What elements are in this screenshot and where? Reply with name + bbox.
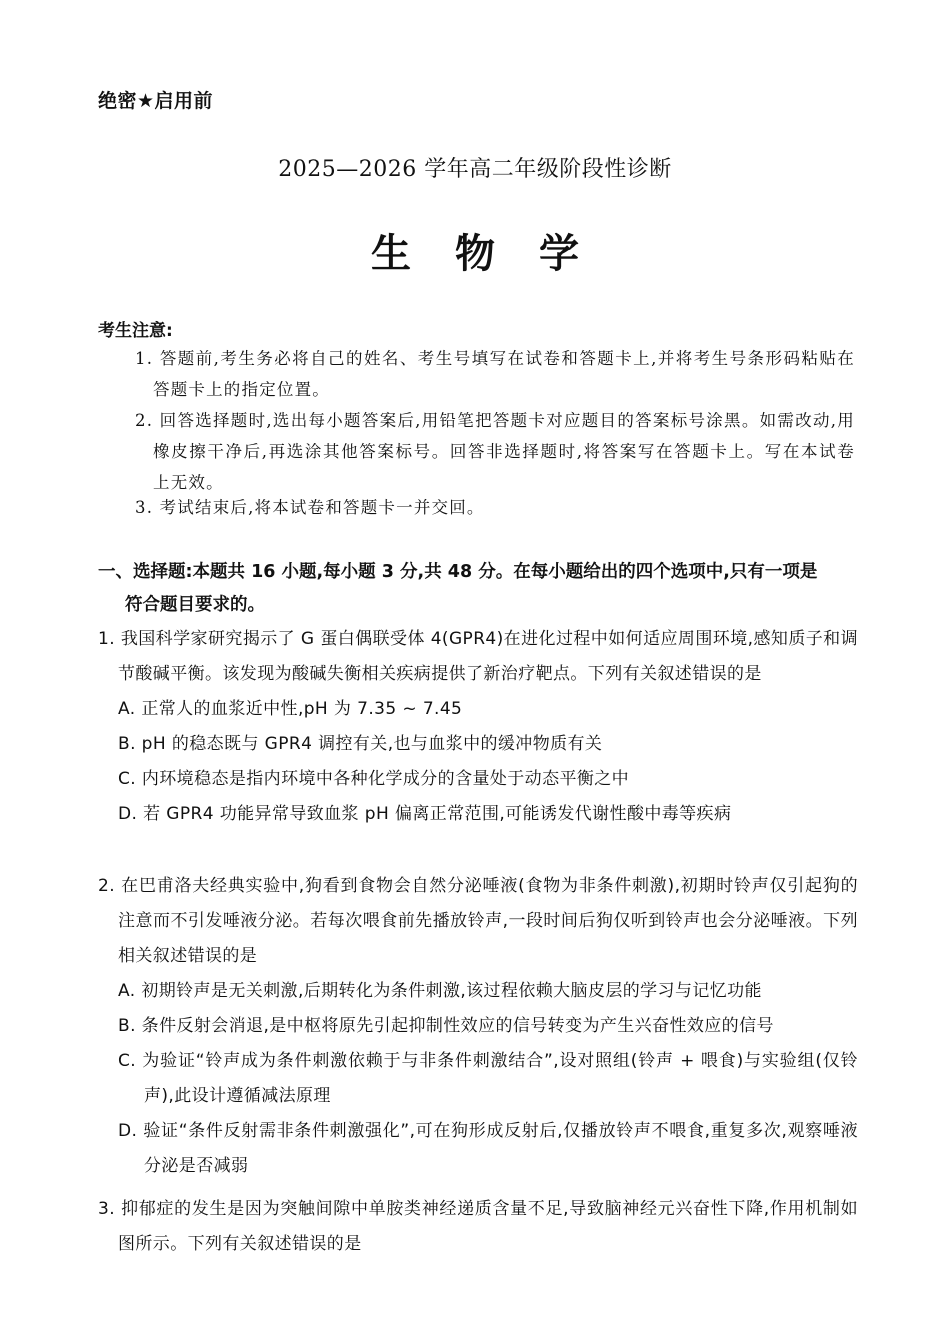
notice-item-text: 2. 回答选择题时,选出每小题答案后,用铅笔把答题卡对应题目的答案标号涂黑。如需改动,用橡皮擦干净后,再选涂其他答案标号。回答非选择题时,将答案写在答题卡上。写在本试卷上无效。 xyxy=(135,411,855,492)
notice-heading: 考生注意: xyxy=(98,321,173,341)
notice-item xyxy=(135,405,855,498)
question-stem: 3. 抑郁症的发生是因为突触间隙中单胺类神经递质含量不足,导致脑神经元兴奋性下降,作用机制如图所示。下列有关叙述错误的是 xyxy=(98,1199,858,1254)
section-heading xyxy=(98,556,858,622)
question-stem: 1. 我国科学家研究揭示了 G 蛋白偶联受体 4(GPR4)在进化过程中如何适应周围环境,感知质子和调节酸碱平衡。该发现为酸碱失衡相关疾病提供了新治疗靶点。下列有关叙述错误的是 xyxy=(98,629,858,684)
option-a: A. 初期铃声是无关刺激,后期转化为条件刺激,该过程依赖大脑皮层的学习与记忆功能 xyxy=(118,981,762,1001)
option-b: B. pH 的稳态既与 GPR4 调控有关,也与血浆中的缓冲物质有关 xyxy=(118,734,603,754)
option-d: D. 验证“条件反射需非条件刺激强化”,可在狗形成反射后,仅播放铃声不喂食,重复多次,观察唾液分泌是否减弱 xyxy=(118,1121,858,1176)
notice-item-text: 1. 答题前,考生务必将自己的姓名、考生号填写在试卷和答题卡上,并将考生号条形码粘贴在答题卡上的指定位置。 xyxy=(135,349,855,399)
subject-title: 生物学 xyxy=(371,231,623,277)
option-b: B. 条件反射会消退,是中枢将原先引起抑制性效应的信号转变为产生兴奋性效应的信号 xyxy=(118,1016,774,1036)
section-heading-line1: 一、选择题:本题共 16 小题,每小题 3 分,共 48 分。在每小题给出的四个选项中,只有一项是 xyxy=(98,562,818,582)
notice-item xyxy=(135,492,855,523)
question-1 xyxy=(98,622,858,832)
section-heading-line2: 符合题目要求的。 xyxy=(125,595,265,615)
notice-item xyxy=(135,343,855,405)
question-stem: 2. 在巴甫洛夫经典实验中,狗看到食物会自然分泌唾液(食物为非条件刺激),初期时铃声仅引起狗的注意而不引发唾液分泌。若每次喂食前先播放铃声,一段时间后狗仅听到铃声也会分泌唾液。下列相关叙述错误的是 xyxy=(98,876,858,966)
notice-item-text: 3. 考试结束后,将本试卷和答题卡一并交回。 xyxy=(135,498,485,517)
question-3 xyxy=(98,1192,858,1262)
exam-title: 2025—2026 学年高二年级阶段性诊断 xyxy=(278,157,672,182)
option-c: C. 内环境稳态是指内环境中各种化学成分的含量处于动态平衡之中 xyxy=(118,769,630,789)
secret-label: 绝密★启用前 xyxy=(98,90,214,112)
question-2 xyxy=(98,869,858,1184)
option-d: D. 若 GPR4 功能异常导致血浆 pH 偏离正常范围,可能诱发代谢性酸中毒等疾病 xyxy=(118,804,732,824)
option-a: A. 正常人的血浆近中性,pH 为 7.35 ~ 7.45 xyxy=(118,699,463,719)
option-c: C. 为验证“铃声成为条件刺激依赖于与非条件刺激结合”,设对照组(铃声 + 喂食)与实验组(仅铃声),此设计遵循减法原理 xyxy=(118,1051,858,1106)
